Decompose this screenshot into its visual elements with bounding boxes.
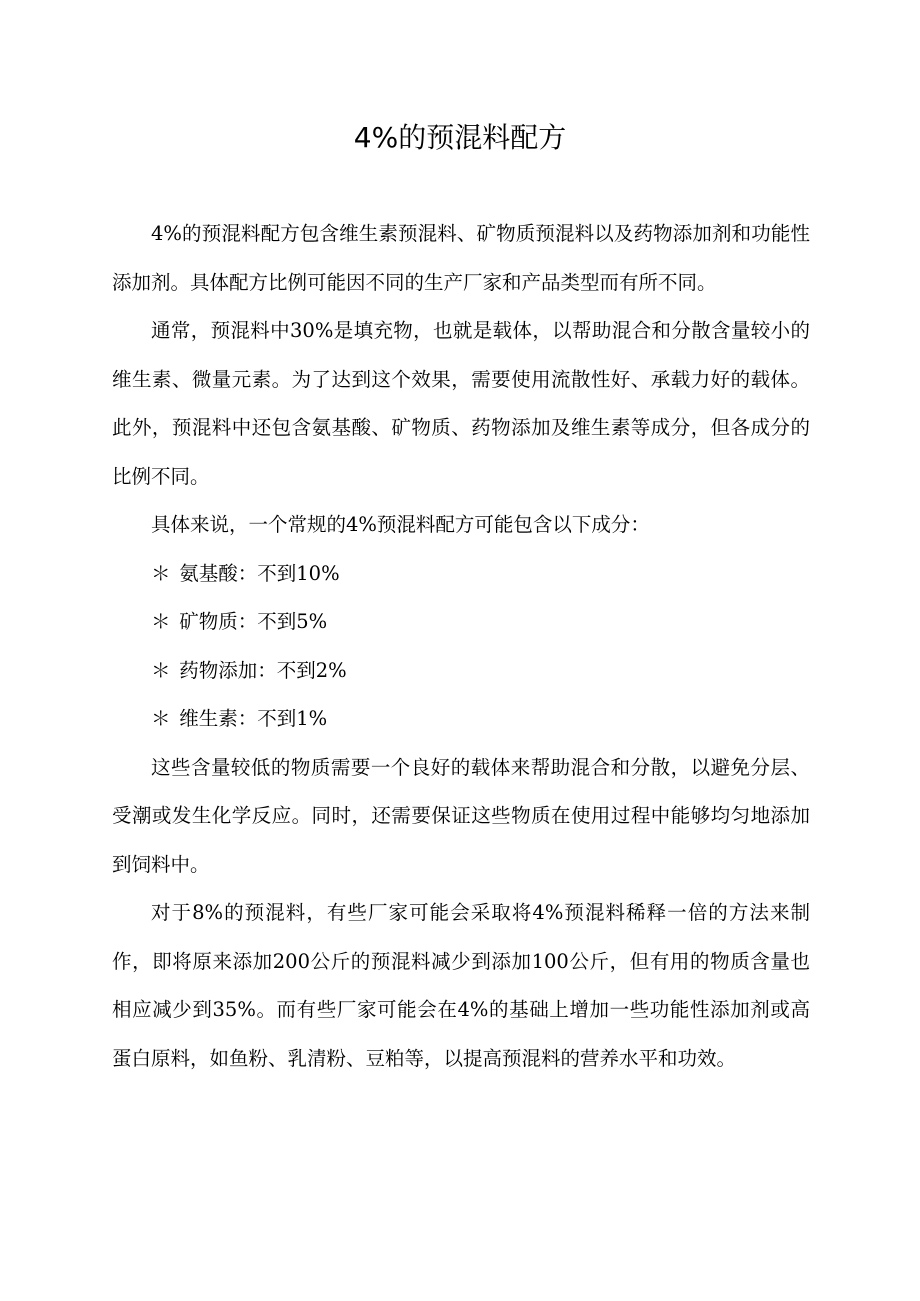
- paragraph-intro: 4%的预混料配方包含维生素预混料、矿物质预混料以及药物添加剂和功能性添加剂。具体配方比例可能因不同的生产厂家和产品类型而有所不同。: [112, 222, 810, 294]
- list-item: [112, 695, 810, 744]
- document-body: [112, 210, 810, 1083]
- list-item-text: 药物添加：不到2%: [179, 658, 347, 682]
- bullet-asterisk-icon: ＊: [151, 561, 171, 585]
- list-item: [112, 550, 810, 599]
- bullet-asterisk-icon: ＊: [151, 658, 171, 682]
- document-title: 4%的预混料配方: [353, 121, 567, 154]
- paragraph-8-percent: 对于8%的预混料，有些厂家可能会采取将4%预混料稀释一倍的方法来制作，即将原来添加200公斤的预混料减少到添加100公斤，但有用的物质含量也相应减少到35%。而有些厂家可能会在4%的基础上增加一些功能性添加剂或高蛋白原料，如鱼粉、乳清粉、豆粕等，以提高预混料的营养水平和功效。: [112, 901, 810, 1070]
- paragraph-carrier: 通常，预混料中30%是填充物，也就是载体，以帮助混合和分散含量较小的维生素、微量元素。为了达到这个效果，需要使用流散性好、承载力好的载体。此外，预混料中还包含氨基酸、矿物质、药物添加及维生素等成分，但各成分的比例不同。: [112, 319, 810, 488]
- list-item-text: 氨基酸：不到10%: [179, 561, 340, 585]
- bullet-asterisk-icon: ＊: [151, 707, 171, 730]
- list-item: [112, 647, 810, 696]
- bullet-asterisk-icon: ＊: [151, 610, 171, 633]
- components-list: [112, 550, 810, 744]
- list-item: [112, 598, 810, 647]
- paragraph-carrier-purpose: 这些含量较低的物质需要一个良好的载体来帮助混合和分散，以避免分层、受潮或发生化学反应。同时，还需要保证这些物质在使用过程中能够均匀地添加到饲料中。: [112, 755, 810, 876]
- list-item-text: 矿物质：不到5%: [179, 610, 328, 633]
- list-item-text: 维生素：不到1%: [179, 707, 328, 730]
- paragraph-components-lead: 具体来说，一个常规的4%预混料配方可能包含以下成分：: [151, 513, 650, 536]
